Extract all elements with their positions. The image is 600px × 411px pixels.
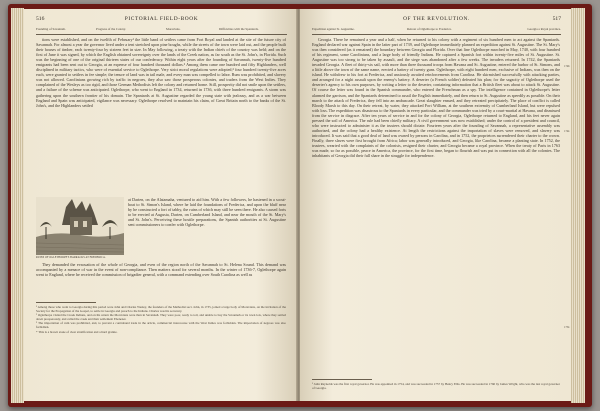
left-paragraph-bottom: They demanded the evacuation of the whole of Georgia, and even of the region north of the Savannah to St. Helena Sound. This demand was accompanied by a menace of war in the event of non-compliance. Then matters stood for several months. In the winter of 1736-7, Oglethorpe again went to England, where he received the commission of brigadier general, with a command extending over South Carolina as well as bbox=[36, 262, 286, 278]
side-note-1740: 1740. bbox=[564, 65, 570, 68]
left-footnote-2: ² Oglethorpe visited the Creek Indians, and on his return the Moravians were then in Savannah. They were poor, ready to toil, and unable to buy the Savannah or its town lots, where they settled down prosperously, and called the creek and their settlement Ebenezer. bbox=[36, 313, 286, 322]
right-body bbox=[312, 37, 560, 375]
side-note-1752: 1752. bbox=[564, 326, 570, 329]
page-edges-left bbox=[11, 8, 24, 403]
left-footnote-3: ³ The importation of rum was prohibited, and, to prevent a contraband trade in the article, commercial intercourse with the West Indies was forbidden. The importation of negroes was also forbidden. bbox=[36, 321, 286, 330]
right-subheads bbox=[312, 27, 561, 35]
right-footnote-rule bbox=[312, 379, 372, 380]
left-page bbox=[24, 9, 297, 401]
left-paragraph-top: tions were established, and on the twelfth of February¹ the little band of settlers came from Fort Royal and landed at the site of the future city of Savannah. For almost a year the governor lived under a tent stretched upon pine boughs, while the streets of the town were laid out, and the people built their houses of timber, each twenty-four by sixteen feet in size. In May following, a treaty with the Indian chiefs of the country was held; and on the first of June it was signed, by which the English obtained sovereignty over the lands of the Creek nation, as far south as the St. John's, in Florida. Such was the beginning of one of the original thirteen states of our confederacy. Within eight years after the founding of Savannah, twenty-five hundred emigrants had been sent out to Georgia, at an expense of four hundred thousand dollars.² Among them came one hundred and fifty Highlanders, well disciplined in military tactics, who were of essential service to Oglethorpe. Very strict moral regulations were adopted;³ four hundred twenty-five acres each, were granted to settlers in fee simple; the tenure of land was in tail male, and every man was compelled to labor. Rum was prohibited, and slavery was not allowed. Carolinians growing rich by traffic in negroes, they also saw those prosperous colonies, and traders from the West Indies. They complained of the Wesleys as too rigid, and those German Methodists left the colony and returned home. Still, prosperity did not smile upon the settlers, and a failure of the scheme was anticipated. Oglethorpe, who went to England in 1734, returned in 1736, with three hundred emigrants. A storm was gathering upon the southern frontier of his domain. The Spaniards at St. Augustine regarded the young state with jealousy, and as a war between England and Spain was anticipated, vigilance was necessary. Oglethorpe resolved to maintain his claim, of Great Britain north to the banks of the St. John's, and the Highlanders settled bbox=[36, 37, 286, 108]
right-subhead-3: Georgia a Royal province. bbox=[527, 27, 561, 31]
right-paragraph-main: Georgia. There he remained a year and a half, when he returned to his colony with a regiment of six hundred men to act against the Spaniards. England declared war against Spain in the latter part of 1739, and Oglethorpe immediately planned an expedition against St. Augustine. The St. Mary's was then considered (as it remained) the boundary between Georgia and Florida. Over that line Oglethorpe marched in May, 1740, with four hundred of his regiment, some Carolinians, and a large body of friendly Indians. He captured a Spanish fort within twenty-five miles of St. Augustine. St. Augustine was too strong to be taken by assault, and the siege was abandoned after a few weeks. The invaders returned. In 1742, the Spaniards invaded Georgia. A fleet of thirty-six sail, with more than three thousand troops from Havana and St. Augustine, entered the harbor of St. Simons, and a little above the town of the same name, erected a battery of twenty guns. Oglethorpe, with eight hundred men, exclusive of Indians, was then on the island. He withdrew to his fort at Frederica, and anxiously awaited reinforcements from Carolina. He skirmished successfully with attacking parties, and arranged for a night assault upon the enemy's battery. A deserter (a French soldier) defeated his plan; for the sagacity of Oglethorpe used the deserter's agency to his own purposes, by writing a letter to the deserter, containing information that a British fleet was about to attack St. Augustine. Of course the letter was found in the Spanish commander, who entered the Frenchman as a spy. The intelligence contained in Oglethorpe's letter alarmed the garrison, and the Spaniards determined to assail the English immediately, and then return to St. Augustine as speedily as possible. On their march to the attack of Frederica, they fell into an ambuscade. Great slaughter ensued, and they retreated precipitately. The place of conflict is called Bloody Marsh to this day. On their retreat, by water, they attacked Fort William, at the southern extremity of Cumberland Island, but were repulsed with loss. The expedition was disastrous to the Spaniards in every particular, and the commander was tried by a court-martial at Havana, and dismissed from the service in disgrace. After ten years of service in and for the colony of Georgia, Oglethorpe returned to England, and his feet never again pressed the soil of America. The rule had been chiefly military. A civil government was now established; under the control of a president and council, who were instructed to administer it as the trustees should dictate. Fourteen years after the founding of Savannah, a representative assembly was authorized, and the colony had a healthy existence. At length the restrictions against the importation of slaves were removed, and slavery was introduced. It was said that a good deal of land was owned by persons in Carolina, and in 1752, the proprietors surrendered their charter to the crown. Finally, three slaves were first brought from Africa; labor was generally introduced, and Georgia, like Carolina, became a planting state. In 1752, the trustees, wearied with the complaints of the colonists, resigned their charter, and Georgia became a royal province. When the treaty of Paris in 1763 was made, so far as possible, peace in America, the province, for the first time, began to flourish and was put in connection with all the colonies. The inhabitants of Georgia did their full share in the struggle for independence. bbox=[312, 37, 560, 159]
right-running-head bbox=[312, 16, 561, 26]
figure-caption: RUINS OF OGLETHORPE'S BARRACKS AT FREDERICA. bbox=[36, 256, 106, 259]
left-subhead-4: Difficulties with the Spaniards. bbox=[219, 27, 259, 31]
ruins-engraving bbox=[36, 197, 124, 255]
right-page-number: 517 bbox=[552, 16, 561, 22]
left-subhead-2: Progress of the Colony. bbox=[96, 27, 126, 31]
page-edges-right bbox=[571, 8, 585, 403]
right-subhead-2: Retreat of Oglethorpe to Frederica. bbox=[407, 27, 452, 31]
left-running-head bbox=[36, 16, 287, 26]
left-body-wrap bbox=[128, 197, 286, 261]
left-paragraph-wrap: at Darien, on the Alatamaha, ventured to aid him. With a few followers, he hastened in a scout-boat to St. Simon's Island, where he laid the foundations of Frederica, and upon the bluff near by he constructed a fort of tabby, the ruins of which may still be seen there. He also caused forts to be erected at Augusta, Darien, on Cumberland Island, and near the mouth of the St. Mary's and St. John's. Perceiving these hostile preparations, the Spanish authorities at St. Augustine sent commissioners to confer with Oglethorpe. bbox=[128, 197, 286, 228]
left-footnote-rule bbox=[36, 302, 96, 303]
left-body-bottom bbox=[36, 262, 286, 300]
left-footnotes bbox=[36, 305, 286, 397]
right-footnotes bbox=[312, 382, 560, 398]
left-subheads bbox=[36, 27, 287, 35]
right-footnote-1: ¹ John Reynolds was the first royal governor. He was appointed in 1754, and was succeeded in 1757 by Henry Ellis. He was succeeded in 1760 by James Wright, who was the last royal governor of Georgia. bbox=[312, 382, 560, 391]
left-running-title: PICTORIAL FIELD-BOOK bbox=[124, 16, 199, 22]
right-running-title: OF THE REVOLUTION. bbox=[403, 16, 470, 22]
right-subhead-1: Expedition against St. Augustine. bbox=[312, 27, 355, 31]
left-footnote-4: * This is a brown stone of clear stratification and a hard granite. bbox=[36, 329, 118, 334]
side-note-1742: 1742. bbox=[564, 130, 570, 133]
left-subhead-1: Founding of Savannah. bbox=[36, 27, 66, 31]
left-page-number: 516 bbox=[36, 16, 45, 22]
left-body-top bbox=[36, 37, 286, 195]
left-subhead-3: Moravians. bbox=[166, 27, 181, 31]
right-page bbox=[300, 9, 571, 401]
left-footnote-1: ¹ Among those who went to Georgia during this period were John and Charles Wesley, the founders of the Methodist sect. John, in 1735, joined a large body of Moravians, on the invitation of the Society for the Propagation of the Gospel, to settle in Georgia and preach to the Indians. Charles was his secretary. bbox=[36, 305, 286, 314]
